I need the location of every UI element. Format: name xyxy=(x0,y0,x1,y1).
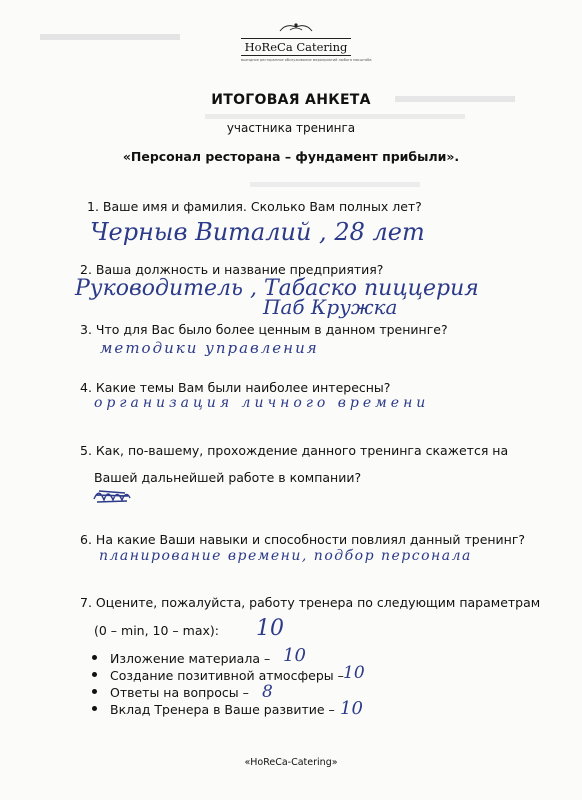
question-number: 6. xyxy=(80,532,92,547)
show-through xyxy=(40,34,180,40)
rating-label: Изложение материала – xyxy=(110,651,271,666)
list-item xyxy=(92,698,363,719)
list-item xyxy=(92,682,344,702)
show-through xyxy=(205,114,465,119)
list-item xyxy=(92,645,344,668)
logo-name: HoReCa Catering xyxy=(241,38,351,56)
rating-label: Ответы на вопросы – xyxy=(110,685,249,700)
question-text: Ваша должность и название предприятия? xyxy=(95,262,384,277)
question-5 xyxy=(80,443,508,458)
logo xyxy=(241,18,372,62)
question-number: 1. xyxy=(87,199,99,214)
footer-brand: «HoReCa-Catering» xyxy=(244,757,338,768)
scribble-mark xyxy=(91,485,133,507)
question-text: Ваше имя и фамилия. Сколько Вам полных лет? xyxy=(102,199,422,214)
question-1 xyxy=(87,199,422,214)
question-7 xyxy=(80,595,540,610)
question-text: Какие темы Вам были наиболее интересны? xyxy=(95,380,391,395)
question-4 xyxy=(80,380,390,395)
question-text: На какие Ваши навыки и способности повлиял данный тренинг? xyxy=(95,532,526,547)
answer-4: организация личного времени xyxy=(94,395,430,411)
question-3 xyxy=(80,322,448,337)
list-item xyxy=(92,663,365,685)
question-text: Оцените, пожалуйста, работу тренера по следующим параметрам xyxy=(95,595,541,610)
question-5-line-2: Вашей дальнейшей работе в компании? xyxy=(94,470,362,485)
page-title: ИТОГОВАЯ АНКЕТА xyxy=(211,92,371,108)
answer-1: Черныв Виталий , 28 лет xyxy=(90,218,425,246)
bullet-icon xyxy=(92,655,97,660)
show-through xyxy=(250,182,420,187)
question-number: 2. xyxy=(80,262,92,277)
question-number: 5. xyxy=(80,443,92,458)
question-text: Как, по-вашему, прохождение данного тренинга скажется на xyxy=(95,443,509,458)
answer-3: методики управления xyxy=(100,339,319,357)
bullet-icon xyxy=(92,689,97,694)
question-number: 4. xyxy=(80,380,92,395)
rating-score: 10 xyxy=(283,645,306,666)
question-number: 7. xyxy=(80,595,92,610)
bullet-icon xyxy=(92,672,97,677)
question-2 xyxy=(80,262,383,277)
rating-label: Вклад Тренера в Ваше развитие – xyxy=(110,702,335,717)
bullet-icon xyxy=(92,706,97,711)
question-6 xyxy=(80,532,525,547)
rating-label: Создание позитивной атмосферы – xyxy=(110,668,344,683)
rating-score: 10 xyxy=(340,698,363,719)
question-number: 3. xyxy=(80,322,92,337)
page-subtitle: участника тренинга xyxy=(226,121,356,135)
training-name: «Персонал ресторана – фундамент прибыли». xyxy=(122,149,460,164)
crown-ornament-icon xyxy=(276,21,316,33)
question-text: Что для Вас было более ценным в данном тренинге? xyxy=(95,322,448,337)
rating-scale: (0 – min, 10 – max): xyxy=(94,623,219,638)
answer-2-line-1: Руководитель , Табаско пиццерия xyxy=(75,276,479,301)
rating-score: 8 xyxy=(262,682,273,702)
answer-7-overall: 10 xyxy=(256,616,284,641)
rating-list xyxy=(92,645,365,719)
answer-2-line-2: Паб Кружка xyxy=(263,295,398,319)
logo-tagline: выездное ресторанное обслуживание мероприятий любого масштаба xyxy=(241,58,372,62)
rating-score: 10 xyxy=(343,663,365,683)
answer-6: планирование времени, подбор персонала xyxy=(99,548,472,564)
